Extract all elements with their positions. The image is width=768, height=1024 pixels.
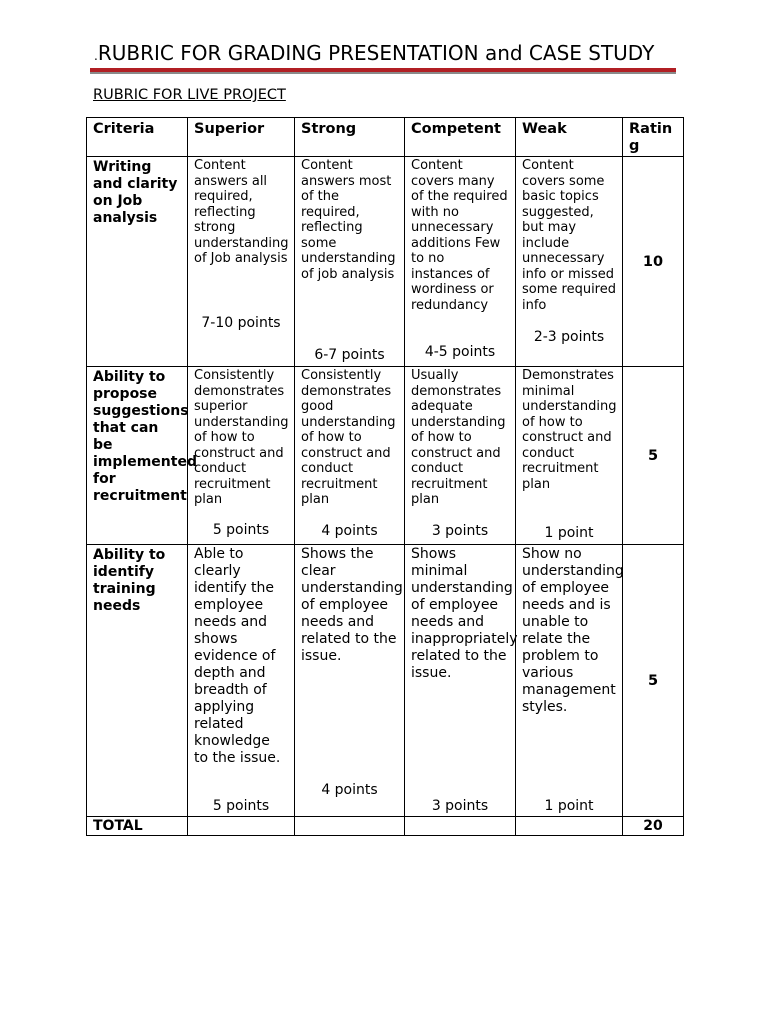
title-dot: . — [94, 49, 98, 63]
cell-description: Content answers all required, reflecting strong understanding of Job analysis — [194, 158, 289, 266]
column-header-competent: Competent — [405, 118, 516, 157]
section-subtitle: RUBRIC FOR LIVE PROJECT — [93, 87, 286, 103]
cell-points: 5 points — [212, 522, 270, 538]
weak-cell — [516, 367, 623, 545]
column-header-rating: Rating — [623, 118, 684, 157]
strong-cell — [295, 157, 405, 367]
cell-description: Content covers some basic topics suggested, but may include unnecessary info or missed some required info — [522, 158, 616, 313]
weak-cell — [516, 545, 623, 817]
cell-description: Consistently demonstrates good understanding of how to construct and conduct recruitment plan — [301, 368, 396, 507]
weak-cell — [516, 157, 623, 367]
rating-cell: 10 — [623, 157, 684, 367]
strong-cell — [295, 367, 405, 545]
empty-cell — [405, 817, 516, 836]
cell-description: Content covers many of the required with no unnecessary additions Few to no instances of wordiness or redundancy — [411, 158, 508, 313]
rubric-table — [86, 117, 684, 836]
cell-points: 4-5 points — [424, 344, 496, 360]
table-row — [87, 157, 684, 367]
cell-description: Consistently demonstrates superior understanding of how to construct and conduct recruitment plan — [194, 368, 289, 507]
cell-points: 7-10 points — [201, 315, 281, 331]
superior-cell — [188, 157, 295, 367]
column-header-superior: Superior — [188, 118, 295, 157]
empty-cell — [188, 817, 295, 836]
title-underline-grey — [90, 72, 676, 74]
table-row — [87, 545, 684, 817]
superior-cell — [188, 545, 295, 817]
empty-cell — [516, 817, 623, 836]
empty-cell — [295, 817, 405, 836]
total-rating: 20 — [623, 817, 684, 836]
cell-description: Able to clearly identify the employee needs and shows evidence of depth and breadth of applying related knowledge to the issue. — [194, 546, 281, 766]
strong-cell — [295, 545, 405, 817]
column-header-criteria: Criteria — [87, 118, 188, 157]
competent-cell — [405, 157, 516, 367]
cell-points: 2-3 points — [533, 329, 605, 345]
cell-points: 6-7 points — [314, 347, 385, 363]
cell-description: Content answers most of the required, reflecting some understanding of job analysis — [301, 158, 396, 282]
total-label: TOTAL — [87, 817, 188, 836]
competent-cell — [405, 367, 516, 545]
cell-points: 5 points — [212, 798, 270, 814]
cell-points: 3 points — [431, 523, 489, 539]
title-text: RUBRIC FOR GRADING PRESENTATION and CASE STUDY — [97, 41, 655, 65]
competent-cell — [405, 545, 516, 817]
column-header-strong: Strong — [295, 118, 405, 157]
cell-points: 1 point — [544, 798, 594, 814]
cell-points: 4 points — [321, 782, 378, 798]
cell-points: 1 point — [544, 525, 594, 541]
cell-description: Usually demonstrates adequate understanding of how to construct and conduct recruitment plan — [411, 368, 506, 507]
total-row — [87, 817, 684, 836]
rating-cell: 5 — [623, 367, 684, 545]
document-title — [94, 40, 654, 69]
criteria-cell: Ability to propose suggestions that can be implemented for recruitment — [87, 367, 188, 545]
table-row — [87, 367, 684, 545]
cell-description: Show no understanding of employee needs and is unable to relate the problem to various management styles. — [522, 546, 624, 715]
cell-points: 3 points — [431, 798, 489, 814]
cell-points: 4 points — [321, 523, 378, 539]
criteria-cell: Ability to identify training needs — [87, 545, 188, 817]
cell-description: Shows the clear understanding of employee needs and related to the issue. — [301, 546, 403, 664]
rating-cell: 5 — [623, 545, 684, 817]
cell-description: Shows minimal understanding of employee needs and inappropriately related to the issue. — [411, 546, 518, 681]
superior-cell — [188, 367, 295, 545]
table-header-row — [87, 118, 684, 157]
column-header-weak: Weak — [516, 118, 623, 157]
criteria-cell: Writing and clarity on Job analysis — [87, 157, 188, 367]
cell-description: Demonstrates minimal understanding of how to construct and conduct recruitment plan — [522, 368, 617, 492]
